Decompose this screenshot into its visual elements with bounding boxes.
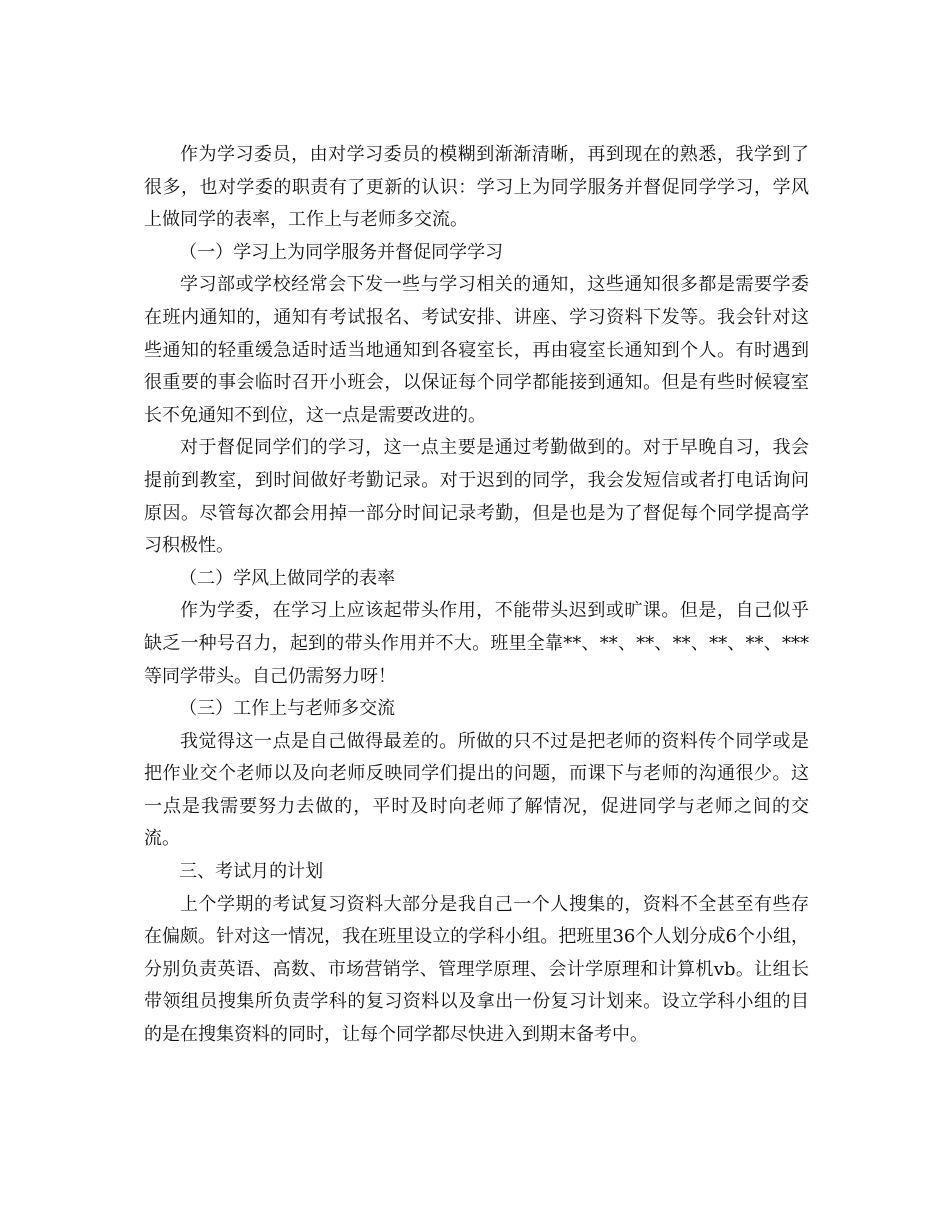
paragraph-notifications: 学习部或学校经常会下发一些与学习相关的通知，这些通知很多都是需要学委在班内通知的，通知有考试报名、考试安排、讲座、学习资料下发等。我会针对这些通知的轻重缓急适时适当地通知到各寝室长，再由寝室长通知到个人。有时遇到很重要的事会临时召开小班会，以保证每个同学都能接到通知。但是有些时候寝室长不免通知不到位，这一点是需要改进的。 — [144, 274, 809, 426]
section-heading-3: （三）工作上与老师多交流 — [179, 698, 396, 720]
paragraph-attendance: 对于督促同学们的学习，这一点主要是通过考勤做到的。对于早晚自习，我会提前到教室，到时间做好考勤记录。对于迟到的同学，我会发短信或者打电话询问原因。尽管每次都会用掉一部分时间记录考勤，但是也是为了督促每个同学提高学习积极性。 — [144, 437, 809, 557]
paragraph-exam-plan: 上个学期的考试复习资料大部分是我自己一个人搜集的，资料不全甚至有些存在偏颇。针对这一情况，我在班里设立的学科小组。把班里36个人划分成6个小组，分别负责英语、高数、市场营销学、管理学原理、会计学原理和计算机vb。让组长带领组员搜集所负责学科的复习资料以及拿出一份复习计划来。设立学科小组的目的是在搜集资料的同时，让每个同学都尽快进入到期末备考中。 — [144, 893, 809, 1046]
section-heading-exam-plan: 三、考试月的计划 — [179, 861, 324, 883]
paragraph-role-model: 作为学委，在学习上应该起带头作用，不能带头迟到或旷课。但是，自己似乎缺乏一种号召力，起到的带头作用并不大。班里全靠**、**、**、**、**、**、***等同学带头。自己仍需努力呀！ — [144, 600, 809, 687]
document-body — [144, 139, 809, 1052]
paragraph-intro: 作为学习委员，由对学习委员的模糊到渐渐清晰，再到现在的熟悉，我学到了很多，也对学委的职责有了更新的认识：学习上为同学服务并督促同学学习，学风上做同学的表率，工作上与老师多交流。 — [144, 144, 809, 231]
paragraph-teacher-communication: 我觉得这一点是自己做得最差的。所做的只不过是把老师的资料传个同学或是把作业交个老师以及向老师反映同学们提出的问题，而课下与老师的沟通很少。这一点是我需要努力去做的，平时及时向老师了解情况，促进同学与老师之间的交流。 — [144, 730, 809, 850]
section-heading-1: （一）学习上为同学服务并督促同学学习 — [179, 241, 504, 263]
section-heading-2: （二）学风上做同学的表率 — [179, 567, 396, 589]
